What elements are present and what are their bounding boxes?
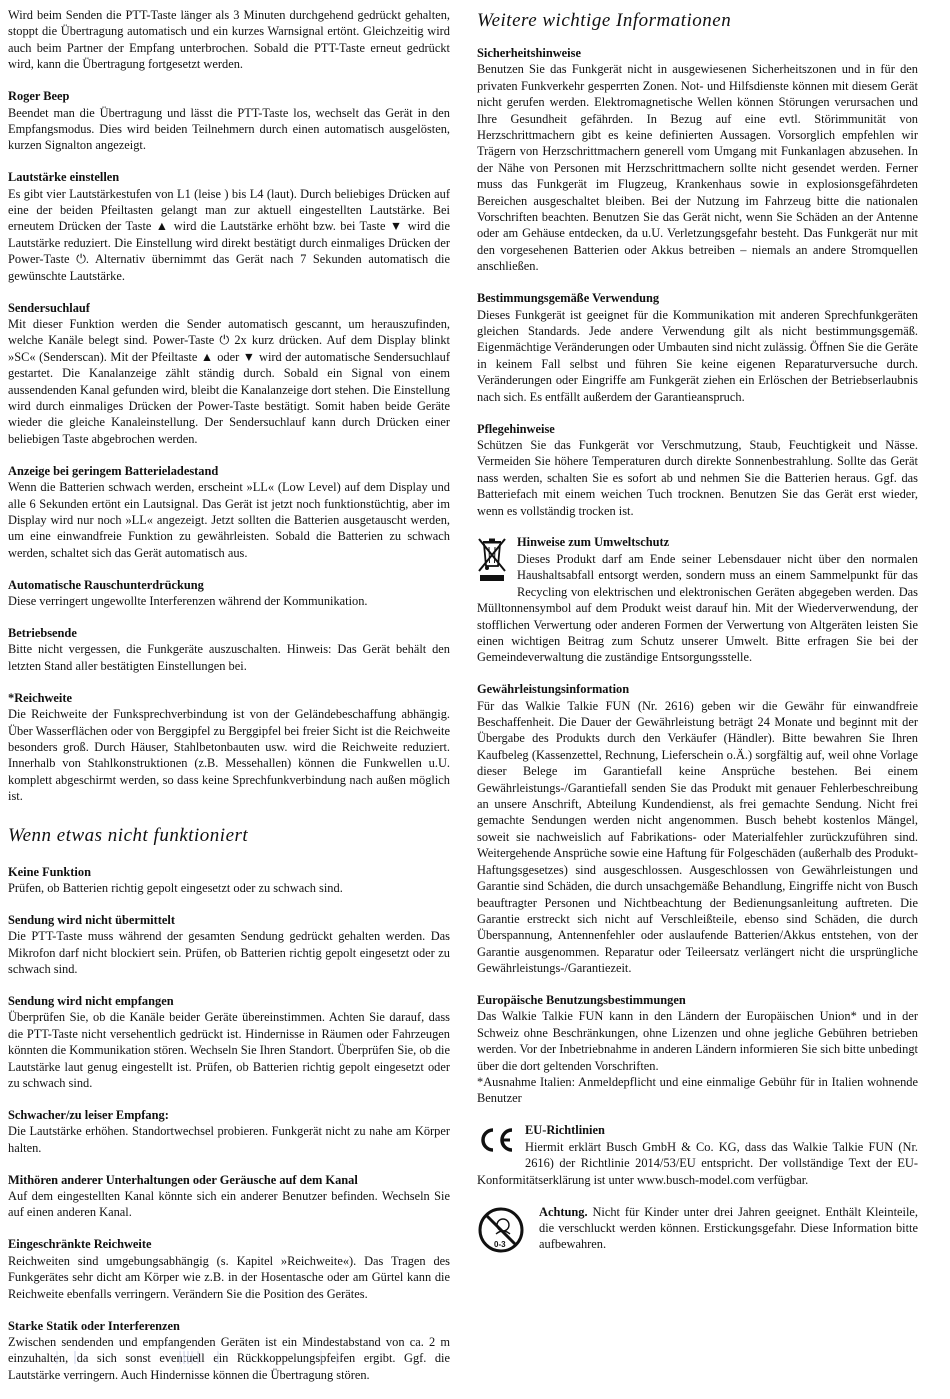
section-achtung	[477, 1204, 918, 1253]
svg-text:0-3: 0-3	[494, 1239, 506, 1249]
section-text: Es gibt vier Lautstärkestufen von L1 (leise ) bis L4 (laut). Durch beliebiges Drücken auf eine der beiden Pfeiltasten gelangt man zur aktuell eingestellten Lautstärke. Bei erneutem Drücken der Taste ▲ wird die Lautstärke erhöht bzw. bei Taste ▼ wird die Lautstärke reduziert. Die Einstellung wird direkt bestätigt durch einmaliges Drücken der Power-Taste ⏻. Alternativ übernimmt das Gerät nach 7 Sekunden automatisch die gewünschte Lautstärke.	[8, 186, 450, 283]
no-under-3-icon	[477, 1206, 525, 1258]
section-roger-beep	[8, 88, 450, 154]
section-text: Dieses Produkt darf am Ende seiner Lebensdauer nicht über den normalen Haushaltsabfall entsorgt werden, sondern muss an einem Sammelpunkt für das Recycling von elektrischen und elektronischen Geräten abgegeben werden. Das Mülltonnensymbol auf dem Produkt weist darauf hin. Mit der Wiederverwendung, der stofflichen Verwertung oder anderen Formen der Verwertung von Altgeräten leisten Sie einen wichtigen Beitrag zum Schutz unserer Umwelt. Bitte erfragen Sie bei der Gemeindeverwaltung die zuständige Entsorgungsstelle.	[477, 551, 918, 665]
trouble-text: Die PTT-Taste muss während der gesamten Sendung gedrückt gehalten werden. Das Mikrofon darf nicht blockiert sein. Prüfen, ob Batterien richtig gepolt eingesetzt oder zu schwach sind.	[8, 929, 450, 977]
trouble-text: Zwischen sendenden und empfangenden Geräten ist ein Mindestabstand von ca. 2 m einzuhalten, da sich sonst eventuell ein Rückkoppelungspfeifen ergibt. Ggf. die Lautstärke verringern. Auch Hindernisse können die Übertragung stören.	[8, 1334, 450, 1382]
section-verwendung	[477, 290, 918, 405]
section-title: Betriebsende	[8, 626, 77, 640]
trouble-heading: Wenn etwas nicht funktioniert	[8, 824, 249, 846]
section-betriebsende	[8, 625, 450, 674]
section-text: Diese verringert ungewollte Interferenzen während der Kommunikation.	[8, 594, 368, 609]
section-title: Hinweise zum Umweltschutz	[517, 535, 670, 550]
trouble-text: Reichweiten sind umgebungsabhängig (s. Kapitel »Reichweite«). Das Tragen des Funkgerätes sehr dicht am Körper wie z.B. in der Hosentasche oder am Gürtel kann die Reichweite ebenfalls verringern. Verändern Sie die Position des Gerätes.	[8, 1253, 450, 1301]
trouble-schwacher-empfang	[8, 1107, 450, 1156]
section-sicherheit	[477, 45, 918, 275]
info-heading: Weitere wichtige Informationen	[477, 10, 732, 31]
section-title: Automatische Rauschunterdrückung	[8, 577, 204, 592]
section-title: Lautstärke einstellen	[8, 170, 120, 185]
trouble-title: Keine Funktion	[8, 864, 91, 879]
section-title: Sicherheitshinweise	[477, 46, 581, 60]
section-text: Die Reichweite der Funksprechverbindung ist von der Geländebeschaffung abhängig. Über Wasserflächen oder von Berggipfel zu Berggipfel bei freier Sicht ist die Reichweite besonders groß. Durch Häuser, Stahlbetonbauten usw. wird die Reichweite reduziert. Innerhalb von Stahlkonstruktionen (z.B. Messehallen) können die Funkwellen u.U. komplett abgeschirmt werden, so dass keine Sprechfunkverbindung nach außen möglich ist.	[8, 707, 450, 804]
section-title: Gewährleistungsinformation	[477, 682, 630, 697]
section-text: Bitte nicht vergessen, die Funkgeräte auszuschalten. Hinweis: Das Gerät behält den letzten Stand aller bestätigten Einstellungen bei.	[8, 642, 450, 673]
trouble-sendung-nicht-empfangen	[8, 993, 450, 1091]
section-gewaehrleistung	[477, 681, 918, 976]
intro-section	[8, 7, 450, 73]
section-text: Dieses Funkgerät ist geeignet für die Kommunikation mit anderen Sprechfunkgeräten gleichen Standards. Jede andere Verwendung gilt als nicht bestimmungsgemäß. Eigenmächtige Veränderungen oder Umbauten sind nicht zulässig. Öffnen Sie die Geräte in keinem Fall selbst und führen Sie keine eigenen Reparaturversuche durch. Veränderungen oder Eingriffe am Funkgerät ziehen ein Erlöschen der Betriebserlaubnis nach sich. Es entfällt außerdem der Garantieanspruch.	[477, 307, 918, 404]
section-eu-nutzung	[477, 992, 918, 1107]
trouble-title: Starke Statik oder Interferenzen	[8, 1318, 180, 1333]
achtung-title: Achtung.	[539, 1204, 588, 1219]
trouble-sendung-nicht-uebermittelt	[8, 912, 450, 978]
section-text: Mit dieser Funktion werden die Sender automatisch gescannt, um herauszufinden, welche Kanäle belegt sind. Power-Taste ⏻ 2x kurz drücken. Auf dem Display blinkt »SC« (Senderscan). Mit der Pfeiltaste ▲ oder ▼ wird der automatische Sendersuchlauf gestartet. Die Kanalanzeige zählt ständig durch. Sobald ein Signal von einem aussendenden Kanal gefunden wird, bleibt die Kanalanzeige dort stehen. Die Einstellung wird durch einmaliges Drücken der Power-Taste bestätigt. Somit haben beide Geräte wieder die gleiche Kanaleinstellung. Der Sendersuchlauf kann durch Drücken einer beliebigen Taste abgebrochen werden.	[8, 317, 450, 446]
trouble-text: Die Lautstärke erhöhen. Standortwechsel probieren. Funkgerät nicht zu nahe am Körper halten.	[8, 1124, 450, 1155]
trouble-text: Prüfen, ob Batterien richtig gepolt eingesetzt oder zu schwach sind.	[8, 880, 343, 895]
section-title: Bestimmungsgemäße Verwendung	[477, 291, 660, 306]
trouble-keine-funktion	[8, 864, 450, 897]
section-title: Sendersuchlauf	[8, 300, 90, 315]
trouble-title: Sendung wird nicht empfangen	[8, 994, 174, 1008]
section-sendersuchlauf	[8, 300, 450, 448]
trouble-title: Schwacher/zu leiser Empfang:	[8, 1107, 169, 1122]
section-text: Wenn die Batterien schwach werden, erscheint »LL« (Low Level) auf dem Display und alle 6 Sekunden ertönt ein Lautsignal. Das Gerät ist jetzt noch funktionstüchtig, aber im Display wird nur noch »LL« angezeigt. Jetzt sollten die Batterien ausgetauscht werden, um eine einwandfreie Funktion zu gewährleisten. Sobald die Batterien zu schwach werden, schaltet sich das Gerät automatisch aus.	[8, 480, 450, 560]
section-eu-richtlinien	[477, 1122, 918, 1188]
trouble-title: Eingeschränkte Reichweite	[8, 1237, 152, 1252]
intro-text: Wird beim Senden die PTT-Taste länger als 3 Minuten durchgehend gedrückt gehalten, stoppt die Übertragung automatisch und ein kurzes Warnsignal ertönt. Gleichzeitig wird auch beim Partner der Empfang unterbrochen. Sobald die PTT-Taste erneut gedrückt wird, kann die Übertragung fortgesetzt werden.	[8, 8, 450, 72]
section-pflege	[477, 421, 918, 519]
crossed-bin-icon	[477, 536, 507, 586]
achtung-text	[477, 1204, 918, 1253]
left-column	[8, 7, 450, 1399]
trouble-title: Mithören anderer Unterhaltungen oder Geräusche auf dem Kanal	[8, 1172, 358, 1187]
section-text: Beendet man die Übertragung und lässt die PTT-Taste los, wechselt das Gerät in den Empfangsmodus. Dies wird beiden Teilnehmern durch einen automatisch ausgelösten, kurzen Signalton angezeigt.	[8, 105, 450, 153]
footnote-italien: *Ausnahme Italien: Anmeldepflicht und eine einmalige Gebühr für in Italien wohnende Benutzer	[477, 1075, 918, 1106]
section-title: Pflegehinweise	[477, 421, 555, 436]
section-batterie	[8, 463, 450, 561]
trouble-text: Überprüfen Sie, ob die Kanäle beider Geräte übereinstimmen. Achten Sie darauf, dass die PTT-Taste nicht versehentlich gedrückt ist. Hindernisse in Räumen oder Fahrzeugen könnten die Kommunikation stören. Wechseln Sie Ihren Standort. Überprüfen Sie, ob die Lautstärke laut genug eingestellt ist. Prüfen, ob Batterien richtig gepolt eingesetzt oder zu schwach sind.	[8, 1010, 450, 1091]
trouble-reichweite	[8, 1236, 450, 1302]
section-title: Europäische Benutzungsbestimmungen	[477, 993, 686, 1008]
section-text: Für das Walkie Talkie FUN (Nr. 2616) geben wir die Gewähr für einwandfreie Beschaffenheit. Die Dauer der Gewährleistung beträgt 24 Monate und beginnt mit der Übergabe des Produkts durch den Verkäufer (Händler). Bitte bewahren Sie Ihren Kaufbeleg (Kassenzettel, Rechnung, Lieferschein o.Ä.) sorgfältig auf, weil ohne Vorlage dieser Belege im Garantiefall keine Ansprüche bestehen. Bei einem Gewährleistungs-/Garantiefall senden Sie das Produkt mit genauer Fehlerbeschreibung an unsere Anschrift, Abteilung Kundendienst, als frei gemachte Sendung. Nicht frei gemachte Sendungen werden nicht angenommen. Busch behebt kostenlos Mängel, soweit sie nachweislich auf Fabrikations- oder Materialfehler zurückzuführen sind. Weitergehende Ansprüche sowie eine Haftung für Folgeschäden (außerhalb des Produkt-Haftungsgesetzes) sind ausgeschlossen. Ausgeschlossen von Gewährleistungen und Garantie sind Schäden, die durch unsachgemäße Behandlung, Eingriffe nicht von Busch beauftragter Personen und Nichtbeachtung der Bedienungsanleitung auftreten. Die Garantie erstreckt sich nicht auf Verschleißteile, ebenso sind Schäden, die durch Überspannung, Antennenfehler oder auslaufende Batterien/Akkus entstehen, von der Garantie ausgenommen. Reparatur oder Teileersatz verlängert nicht die ursprüngliche Gewährleistungs-/Garantiezeit.	[477, 698, 918, 976]
ce-mark-icon	[477, 1126, 515, 1158]
achtung-body: Nicht für Kinder unter drei Jahren geeignet. Enthält Kleinteile, die verschluckt werden können. Erstickungsgefahr. Diese Information bitte aufbewahren.	[539, 1204, 918, 1252]
section-umwelt	[477, 534, 918, 665]
section-title: Roger Beep	[8, 89, 70, 104]
trouble-title: Sendung wird nicht übermittelt	[8, 912, 175, 927]
trouble-mithoeren	[8, 1172, 450, 1221]
section-text: Das Walkie Talkie FUN kann in den Ländern der Europäischen Union* und in der Schweiz ohne Beschränkungen, ohne Lizenzen und ohne jegliche Gebühren betrieben werden. Vor der Inbetriebnahme in anderen Ländern informieren Sie sich bitte unbedingt über die dort geltenden Vorschriften.	[477, 1009, 918, 1073]
section-title: *Reichweite	[8, 690, 72, 705]
section-text: Benutzen Sie das Funkgerät nicht in ausgewiesenen Sicherheitszonen und in für den privaten Funkverkehr gesperrten Zonen. Not- und Hilfsdienste können mit diesem Gerät nicht gerufen werden. Elektromagnetische Wellen können Störungen verursachen und Ihre Gesundheit gefährden. In Bezug auf eine evtl. Störimmunität von Herzschrittmachern gibt es keine definierten Aussagen. Vorsorglich empfehlen wir Trägern von Herzschrittmachern generell vom Umgang mit Funkanlagen abzusehen. In der Nähe von Personen mit Herzschrittmachern sollte nicht gesendet werden. Ferner muss das Funkgerät im Flugzeug, Krankenhaus sowie in explosionsgefährdeten Bereichen ausgeschaltet bleiben. Bei der Nutzung im Fahrzeug bitte die nationalen Vorschriften beachten. Benutzen Sie das Gerät nicht, wenn Sie Schäden an der Antenne oder am Gehäuse entdecken, da u.U. Verletzungsgefahr besteht. Das Funkgerät nur mit den vorgesehenen Batterien oder Akkus betreiben – niemals an andere Stromquellen anschließen.	[477, 62, 918, 274]
section-reichweite	[8, 690, 450, 805]
bottom-margin-marks	[55, 1349, 355, 1365]
section-lautstaerke	[8, 169, 450, 284]
right-column	[477, 7, 918, 1268]
section-rauschunterdrueckung	[8, 577, 450, 610]
section-title: Anzeige bei geringem Batterieladestand	[8, 463, 219, 478]
section-title: EU-Richtlinien	[525, 1123, 605, 1138]
trouble-text: Auf dem eingestellten Kanal könnte sich ein anderer Benutzer befinden. Wechseln Sie auf einen anderen Kanal.	[8, 1189, 450, 1220]
section-text: Hiermit erklärt Busch GmbH & Co. KG, dass das Walkie Talkie FUN (Nr. 2616) der Richtlinie 2014/53/EU entspricht. Der vollständige Text der EU-Konformitätserklärung ist unter www.busch-model.com verfügbar.	[477, 1139, 918, 1187]
section-text: Schützen Sie das Funkgerät vor Verschmutzung, Staub, Feuchtigkeit und Nässe. Vermeiden Sie höhere Temperaturen durch direkte Sonnenbestrahlung. Sollte das Gerät nass werden, schalten Sie es sofort ab und nehmen Sie die Batterien heraus. Ggf. das Batteriefach mit einem weichen Tuch trocknen. Benutzen Sie das Gerät erst wieder, wenn es vollständig trocken ist.	[477, 437, 918, 518]
